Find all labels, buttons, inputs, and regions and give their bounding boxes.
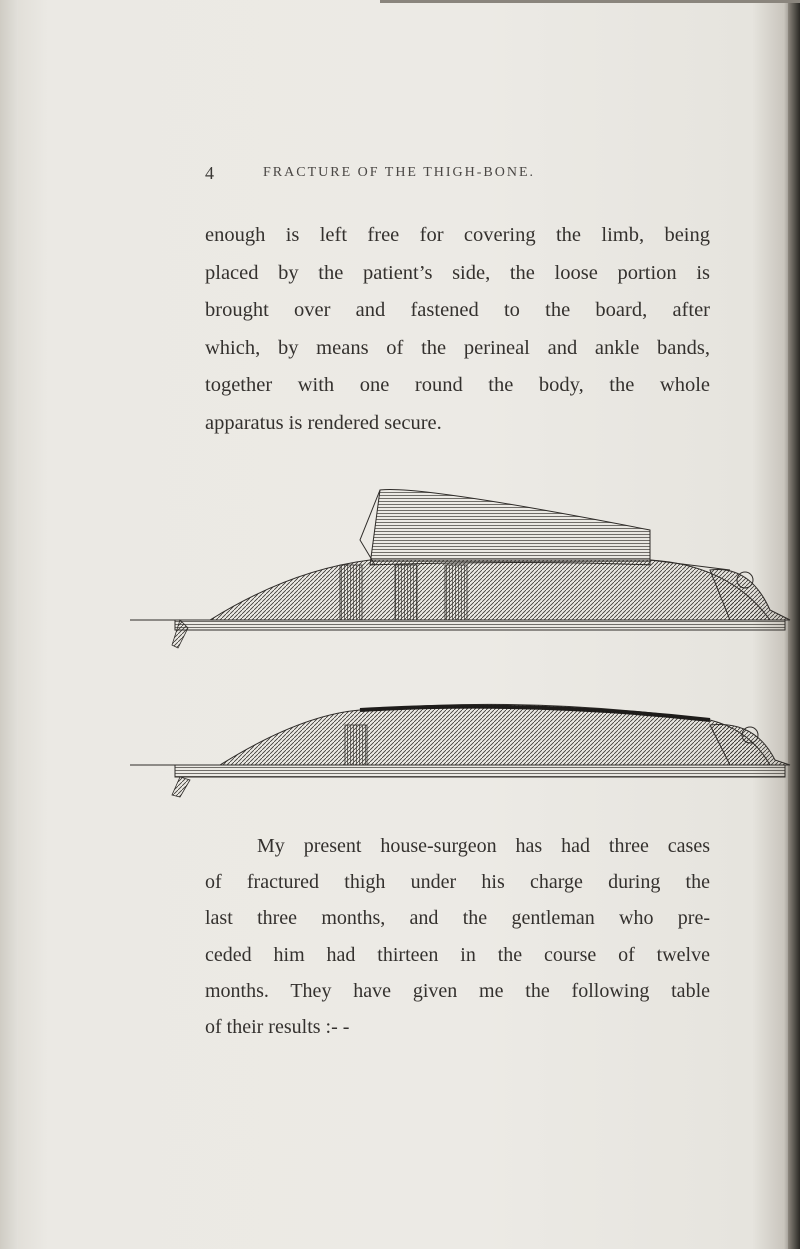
text-line: brought over and fastened to the board, after <box>205 299 710 321</box>
page-number: 4 <box>205 163 215 183</box>
text-line: which, by means of the perineal and ankle bands, <box>205 336 710 359</box>
splint-illustration-upper <box>130 470 795 665</box>
paragraph-1 <box>205 217 710 442</box>
text-line: apparatus is rendered secure. <box>205 411 442 434</box>
splint-illustration-upper-svg <box>130 470 795 665</box>
page-left-margin-shadow <box>0 0 18 1249</box>
running-title: FRACTURE OF THE THIGH-BONE. <box>263 165 536 180</box>
text-line: My present house-surgeon has had three cases <box>257 835 710 857</box>
splint-illustration-lower-svg <box>130 670 795 800</box>
splint-illustration-lower <box>130 670 795 800</box>
text-line: placed by the patient’s side, the loose portion is <box>205 261 710 284</box>
paragraph-2 <box>205 828 710 1045</box>
text-line: of fractured thigh under his charge during the <box>205 871 710 894</box>
text-line: enough is left free for covering the limb, being <box>205 224 710 246</box>
text-line: together with one round the body, the whole <box>205 374 710 396</box>
page-top-edge <box>380 0 800 3</box>
text-line: ceded him had thirteen in the course of twelve <box>205 943 710 966</box>
text-line: of their results :- - <box>205 1016 350 1039</box>
page-header <box>205 163 645 185</box>
text-line: last three months, and the gentleman who pre- <box>205 907 710 930</box>
text-line: months. They have given me the following table <box>205 979 710 1002</box>
